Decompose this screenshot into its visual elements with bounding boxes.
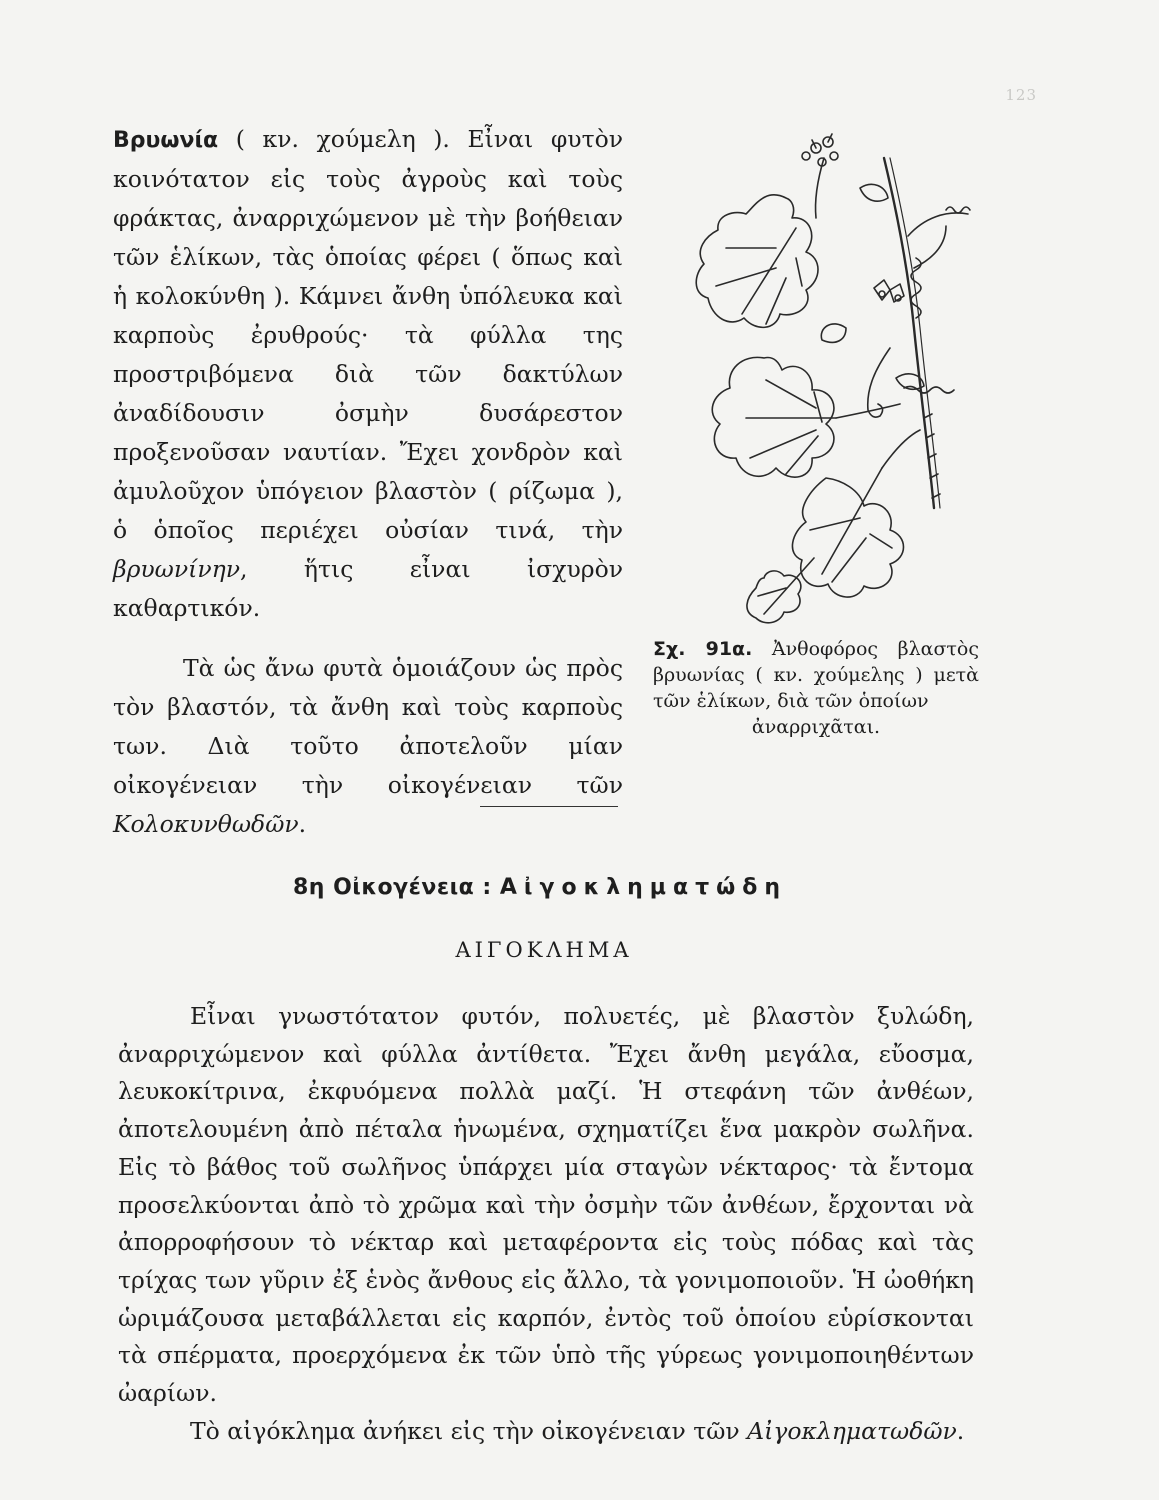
family-heading xyxy=(0,875,1080,900)
vryonia-paragraph-2: Τὰ ὡς ἄνω φυτὰ ὁμοιάζουν ὡς πρὸς τὸν βλαστόν, τὰ ἄνθη καὶ τοὺς καρποὺς των. Διὰ τοῦτο ἀποτελοῦν μίαν οἰκογένειαν τὴν οἰκογένειαν τῶν Κολοκυνθωδῶν. xyxy=(113,654,623,838)
term-vryonini: βρυωνίνην xyxy=(113,555,241,583)
family-prefix: 8η Οἰκογένεια : xyxy=(292,875,500,900)
aigoklima-paragraph-1: Εἶναι γνωστότατον φυτόν, πολυετές, μὲ βλαστὸν ξυλώδη, ἀναρριχώμενον καὶ φύλλα ἀντίθετα. Ἔχει ἄνθη μεγάλα, εὔοσμα, λευκοκίτρινα, ἐκφυόμενα πολλὰ μαζί. Ἡ στεφάνη τῶν ἀνθέων, ἀποτελουμένη ἀπὸ πέταλα ἡνωμένα, σχηματίζει ἕνα μακρὸν σωλῆνα. Εἰς τὸ βάθος τοῦ σωλῆνος ὑπάρχει μία σταγὼν νέκταρος· τὰ ἔντομα προσελκύονται ἀπὸ τὸ χρῶμα καὶ τὴν ὀσμὴν τῶν ἀνθέων, ἔρχονται νὰ ἀπορροφήσουν τὸ νέκταρ καὶ μεταφέροντα εἰς τοὺς πόδας καὶ τὰς τρίχας των γῦριν ἐξ ἑνὸς ἄνθους εἰς ἄλλο, τὰ γονιμοποιοῦν. Ἡ ὠοθήκη ὡριμάζουσα μεταβάλλεται εἰς καρπόν, ἐντὸς τοῦ ὁποίου εὑρίσκονται τὰ σπέρματα, προερχόμενα ἐκ τῶν ὑπὸ τῆς γύρεως γονιμοποιηθέντων ὠαρίων. xyxy=(118,1002,974,1408)
term-aigoklimatodon: Αἰγοκληματωδῶν xyxy=(747,1416,957,1445)
section-divider xyxy=(480,806,618,807)
bryonia-illustration xyxy=(646,118,982,626)
term-vryonia: Βρυωνία xyxy=(113,128,219,153)
figure-caption xyxy=(653,636,979,740)
vryonia-paragraph-1: Βρυωνία ( κν. χούμελη ). Εἶναι φυτὸν κοινότατον εἰς τοὺς ἀγροὺς καὶ τοὺς φράκτας, ἀναρριχώμενον μὲ τὴν βοήθειαν τῶν ἑλίκων, τὰς ὁποίας φέρει ( ὅπως καὶ ἡ κολοκύνθη ). Κάμνει ἄνθη ὑπόλευκα καὶ καρποὺς ἐρυθρούς· τὰ φύλλα της προστριβόμενα διὰ τῶν δακτύλων ἀναδίδουσιν ὀσμὴν δυσάρεστον προξενοῦσαν ναυτίαν. Ἔχει χονδρὸν καὶ ἀμυλοῦχον ὑπόγειον βλαστὸν ( ρίζωμα ), ὁ ὁποῖος περιέχει οὐσίαν τινά, τὴν βρυωνίνην, ἥτις εἶναι ἰσχυρὸν καθαρτικόν. xyxy=(113,125,623,622)
vryonia-section xyxy=(113,120,623,844)
caption-last-line: ἀναρριχᾶται. xyxy=(751,716,881,738)
term-kolokynthodon: Κολοκυνθωδῶν xyxy=(113,810,299,838)
caption-label: Σχ. 91α. xyxy=(653,638,753,660)
page-number: 123 xyxy=(1005,86,1037,104)
bryonia-drawing xyxy=(646,118,982,626)
aigoklima-section xyxy=(118,998,974,1450)
family-name: Αἰγοκληματώδη xyxy=(499,875,788,900)
caption-text: Ἀνθοφόρος βλαστὸς βρυωνίας ( κν. χούμελης ) μετὰ τῶν ἑλίκων, διὰ τῶν ὁποίων xyxy=(653,638,980,712)
aigoklima-paragraph-2: Τὸ αἰγόκλημα ἀνήκει εἰς τὴν οἰκογένειαν τῶν Αἰγοκληματωδῶν. xyxy=(190,1416,965,1445)
section-title: ΑΙΓΟΚΛΗΜΑ xyxy=(455,938,633,962)
